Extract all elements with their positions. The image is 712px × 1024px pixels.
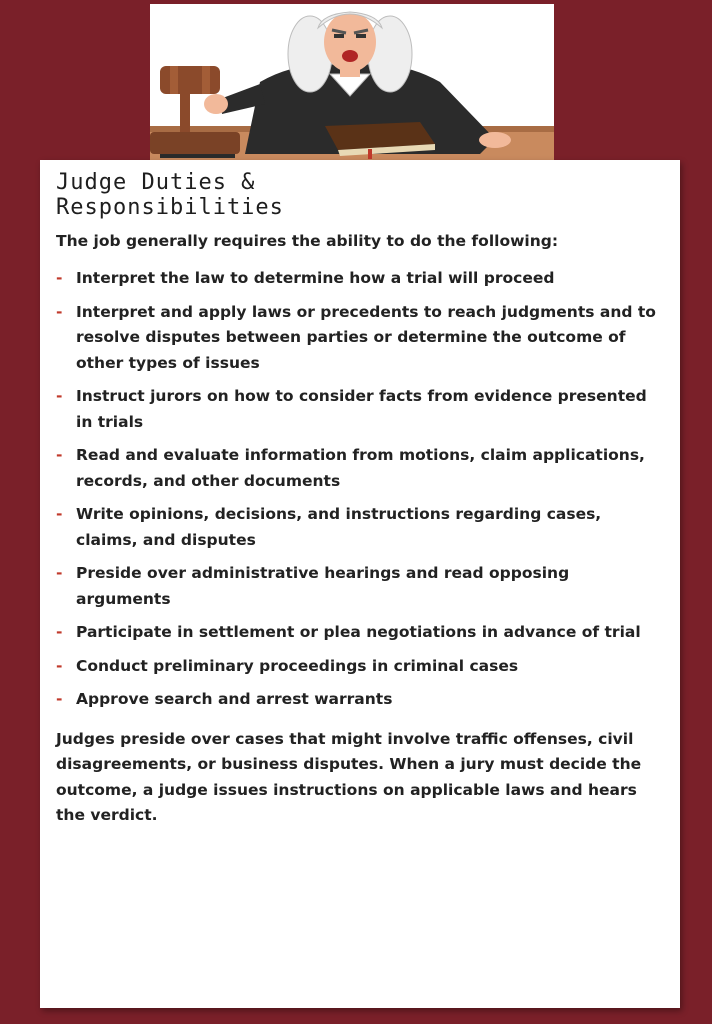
closing-paragraph: Judges preside over cases that might involve traffic offenses, civil disagreements, or business disputes. When a jury must decide the outcome, a judge issues instructions on applicable laws and hears the verdict. xyxy=(56,729,642,824)
bullet-icon: - xyxy=(56,269,63,287)
duties-card xyxy=(40,160,680,1008)
bullet-icon: - xyxy=(56,302,63,321)
duty-text: Approve search and arrest warrants xyxy=(76,690,393,708)
duty-text: Instruct jurors on how to consider facts from evidence presented in trials xyxy=(76,387,647,431)
bullet-icon: - xyxy=(56,656,63,675)
bullet-icon: - xyxy=(56,505,63,523)
list-item xyxy=(56,384,660,435)
duties-list xyxy=(56,266,660,713)
list-item xyxy=(56,266,660,292)
duty-text: Participate in settlement or plea negotiations in advance of trial xyxy=(76,623,641,641)
list-item xyxy=(56,502,660,553)
list-item xyxy=(56,443,660,494)
duty-text: Write opinions, decisions, and instructions regarding cases, claims, and disputes xyxy=(76,505,602,549)
list-item xyxy=(56,620,660,646)
page-title: Judge Duties & Responsibilities xyxy=(56,170,284,220)
bullet-icon: - xyxy=(56,446,63,464)
judge-illustration xyxy=(150,4,554,162)
list-item xyxy=(56,687,660,713)
list-item xyxy=(56,654,660,680)
duty-text: Interpret the law to determine how a trial will proceed xyxy=(76,269,555,287)
duty-text: Interpret and apply laws or precedents to reach judgments and to resolve disputes between parties or determine the outcome of other types of issues xyxy=(76,302,656,372)
duty-text: Preside over administrative hearings and read opposing arguments xyxy=(76,564,570,608)
bullet-icon: - xyxy=(56,564,63,582)
list-item xyxy=(56,561,660,612)
duty-text: Read and evaluate information from motions, claim applications, records, and other documents xyxy=(76,446,645,490)
duty-text: Conduct preliminary proceedings in criminal cases xyxy=(76,656,519,675)
judge-with-gavel-icon xyxy=(150,4,554,162)
bullet-icon: - xyxy=(56,623,63,641)
bullet-icon: - xyxy=(56,690,63,708)
intro-text: The job generally requires the ability to do the following: xyxy=(56,232,559,250)
list-item xyxy=(56,300,660,377)
bullet-icon: - xyxy=(56,387,63,405)
